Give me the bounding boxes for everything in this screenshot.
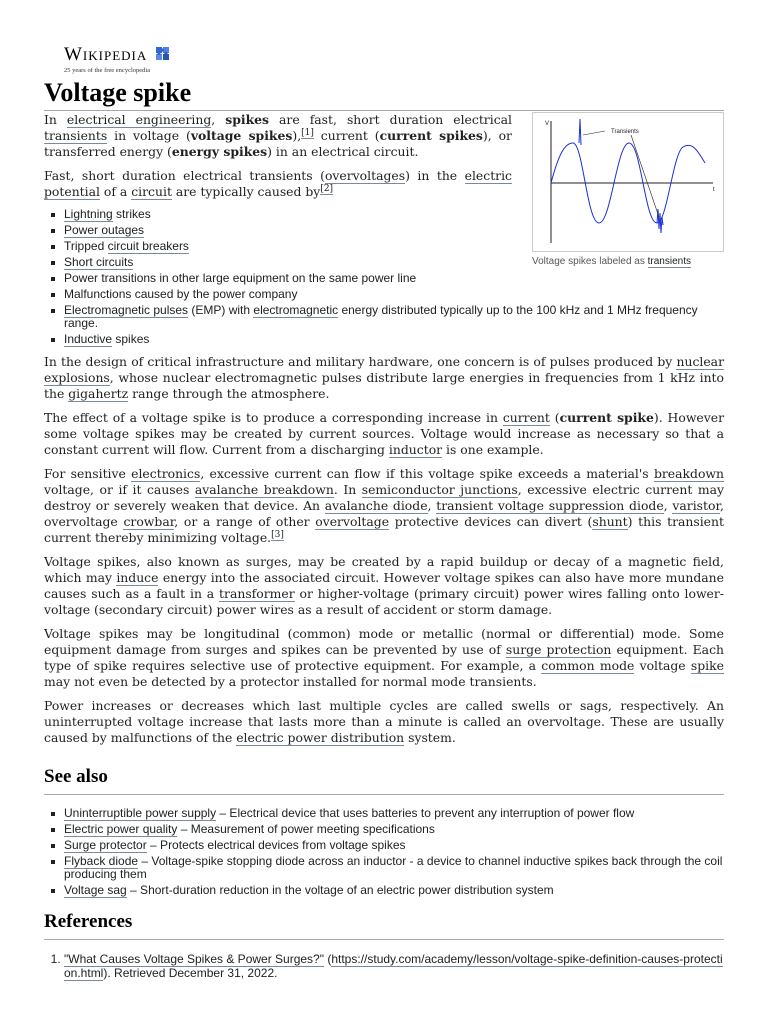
citation-1[interactable]: [1]	[301, 127, 314, 138]
list-item: Electric power quality – Measurement of power meeting specifications	[64, 823, 724, 836]
link-electromagnetic-pulses[interactable]: Electromagnetic pulses	[64, 303, 189, 317]
wikipedia-logo[interactable]	[64, 44, 171, 74]
link-surge-protection[interactable]: surge protection	[505, 642, 612, 657]
link-crowbar[interactable]: crowbar	[123, 514, 175, 529]
link-current[interactable]: current	[502, 410, 550, 425]
link-overvoltage[interactable]: overvoltage	[315, 514, 390, 529]
reference-url-link[interactable]: https://study.com/academy/lesson/voltage-spike-definition-causes-protection.html	[64, 952, 723, 980]
transients-annotation: Transients	[611, 129, 639, 135]
link-spike[interactable]: spike	[690, 658, 724, 673]
body-paragraph-4: The effect of a voltage spike is to produce a corresponding increase in current (current spike). However some voltage spikes may be created by current sources. Voltage would increase as necessary so that a constant current will flow. Current from a discharging inductor is one example.	[44, 410, 725, 457]
body-paragraph-8: Power increases or decreases which last multiple cycles are called swells or sags, respectively. An uninterrupted voltage increase that lasts more than a minute is called an overvoltage. These are usually caused by malfunctions of the electric power distribution system.	[44, 698, 724, 745]
list-item: Tripped circuit breakers	[64, 240, 724, 253]
logo-tagline: 25 years of the free encyclopedia	[64, 67, 151, 74]
link-electric-potential[interactable]: electric potential	[44, 168, 512, 199]
axis-t-label: t	[713, 187, 715, 193]
causes-list	[44, 208, 724, 346]
list-item	[64, 256, 724, 269]
link-circuit-breakers[interactable]: circuit breakers	[107, 239, 189, 253]
link-short-circuits[interactable]: Short circuits	[64, 255, 134, 269]
link-electrical-engineering[interactable]: electrical engineering	[66, 112, 212, 127]
list-item: Malfunctions caused by the power company	[64, 288, 724, 301]
link-inductive[interactable]: Inductive	[64, 332, 113, 346]
references-heading: References	[44, 911, 724, 940]
logo-wordmark: Wikipedia	[64, 44, 148, 65]
link-flyback-diode[interactable]: Flyback diode	[64, 854, 139, 868]
link-voltage-sag[interactable]: Voltage sag	[64, 883, 127, 897]
link-nuclear-explosions[interactable]: nuclear explosions	[44, 354, 724, 385]
figure-caption: Voltage spikes labeled as transients	[532, 256, 691, 267]
puzzle-globe-icon	[155, 46, 171, 62]
body-paragraph-5: For sensitive electronics, excessive current can flow if this voltage spike exceeds a material's breakdown voltage, or if it causes avalanche breakdown. In semiconductor junctions, excessive electric current may destroy or severely weaken that device. An avalanche diode, transient voltage suppression diode, varistor, overvoltage crowbar, or a range of other overvoltage protective devices can divert (shunt) this transient current thereby minimizing voltage.[3]	[44, 466, 724, 545]
link-electronics[interactable]: electronics	[131, 466, 201, 481]
list-item: Surge protector – Protects electrical devices from voltage spikes	[64, 839, 724, 852]
link-power-quality[interactable]: Electric power quality	[64, 822, 178, 836]
citation-2[interactable]: [2]	[320, 183, 334, 194]
axis-v-label: V	[545, 121, 550, 127]
link-varistor[interactable]: varistor	[672, 498, 721, 513]
link-inductor[interactable]: inductor	[388, 442, 443, 457]
intro-paragraph-1: In electrical engineering, spikes are fast, short duration electrical transients in voltage (voltage spikes),[1] current (current spikes), or transferred energy (energy spikes) in an electrical circuit.	[44, 112, 512, 159]
body-paragraph-7: Voltage spikes may be longitudinal (common) mode or metallic (normal or differential) mode. Some equipment damage from surges and spikes can be prevented by use of surge protection equipment. Each type of spike requires selective use of protective equipment. For example, a common mode voltage spike may not even be detected by a protector installed for normal mode transients.	[44, 626, 724, 689]
link-electric-power-distribution[interactable]: electric power distribution	[236, 730, 405, 745]
link-electromagnetic[interactable]: electromagnetic	[253, 303, 339, 317]
list-item: Voltage sag – Short-duration reduction in the voltage of an electric power distribution system	[64, 884, 724, 897]
link-tvs-diode[interactable]: transient voltage suppression diode	[436, 498, 664, 513]
link-lightning[interactable]: Lightning	[64, 207, 113, 221]
link-breakdown[interactable]: breakdown	[653, 466, 724, 481]
link-gigahertz[interactable]: gigahertz	[68, 386, 129, 401]
link-transients[interactable]: transients	[44, 128, 108, 143]
link-shunt[interactable]: shunt	[592, 514, 628, 529]
link-ups[interactable]: Uninterruptible power supply	[64, 806, 217, 820]
reference-title-link[interactable]: "What Causes Voltage Spikes & Power Surges?"	[64, 952, 324, 966]
link-avalanche-diode[interactable]: avalanche diode	[324, 498, 428, 513]
citation-3[interactable]: [3]	[271, 529, 284, 540]
list-item: Lightning strikes	[64, 208, 724, 221]
link-transformer[interactable]: transformer	[219, 586, 295, 601]
link-circuit[interactable]: circuit	[131, 184, 172, 199]
intro-paragraph-2: Fast, short duration electrical transients (overvoltages) in the electric potential of a circuit are typically caused by[2]	[44, 168, 512, 199]
page-title: Voltage spike	[44, 78, 724, 111]
references-list	[44, 952, 724, 980]
link-avalanche-breakdown[interactable]: avalanche breakdown	[194, 482, 334, 497]
see-also-heading: See also	[44, 766, 724, 795]
list-item: Uninterruptible power supply – Electrical device that uses batteries to prevent any interruption of power flow	[64, 807, 724, 820]
list-item: Inductive spikes	[64, 333, 724, 346]
body-paragraph-3: In the design of critical infrastructure and military hardware, one concern is of pulses produced by nuclear explosions, whose nuclear electromagnetic pulses distribute large energies in frequencies from 1 kHz into the gigahertz range through the atmosphere.	[44, 354, 724, 401]
link-transients-caption[interactable]: transients	[647, 256, 691, 267]
list-item: Flyback diode – Voltage-spike stopping diode across an inductor - a device to channel inductive spikes back through the coil producing them	[64, 854, 723, 881]
link-induce[interactable]: induce	[116, 570, 159, 585]
link-overvoltages[interactable]: overvoltages	[324, 168, 406, 183]
link-power-outages[interactable]: Power outages	[64, 223, 145, 237]
reference-item: 1. "What Causes Voltage Spikes & Power Surges?" (https://study.com/academy/lesson/voltage-spike-definition-causes-protection.html). Retrieved December 31, 2022.	[64, 952, 724, 980]
list-item: Electromagnetic pulses (EMP) with electromagnetic energy distributed typically up to the 100 kHz and 1 MHz frequency range.	[64, 304, 724, 330]
list-item: Power transitions in other large equipment on the same power line	[64, 272, 724, 285]
link-common-mode[interactable]: common mode	[541, 658, 635, 673]
see-also-list	[44, 807, 724, 897]
list-item	[64, 224, 724, 237]
article-content	[44, 112, 724, 980]
body-paragraph-6: Voltage spikes, also known as surges, may be created by a rapid buildup or decay of a magnetic field, which may induce energy into the associated circuit. However voltage spikes can also have more mundane causes such as a fault in a transformer or higher-voltage (primary circuit) power wires falling onto lower-voltage (secondary circuit) power wires as a result of accident or storm damage.	[44, 554, 724, 617]
link-semiconductor-junctions[interactable]: semiconductor junctions	[361, 482, 518, 497]
link-surge-protector[interactable]: Surge protector	[64, 838, 147, 852]
